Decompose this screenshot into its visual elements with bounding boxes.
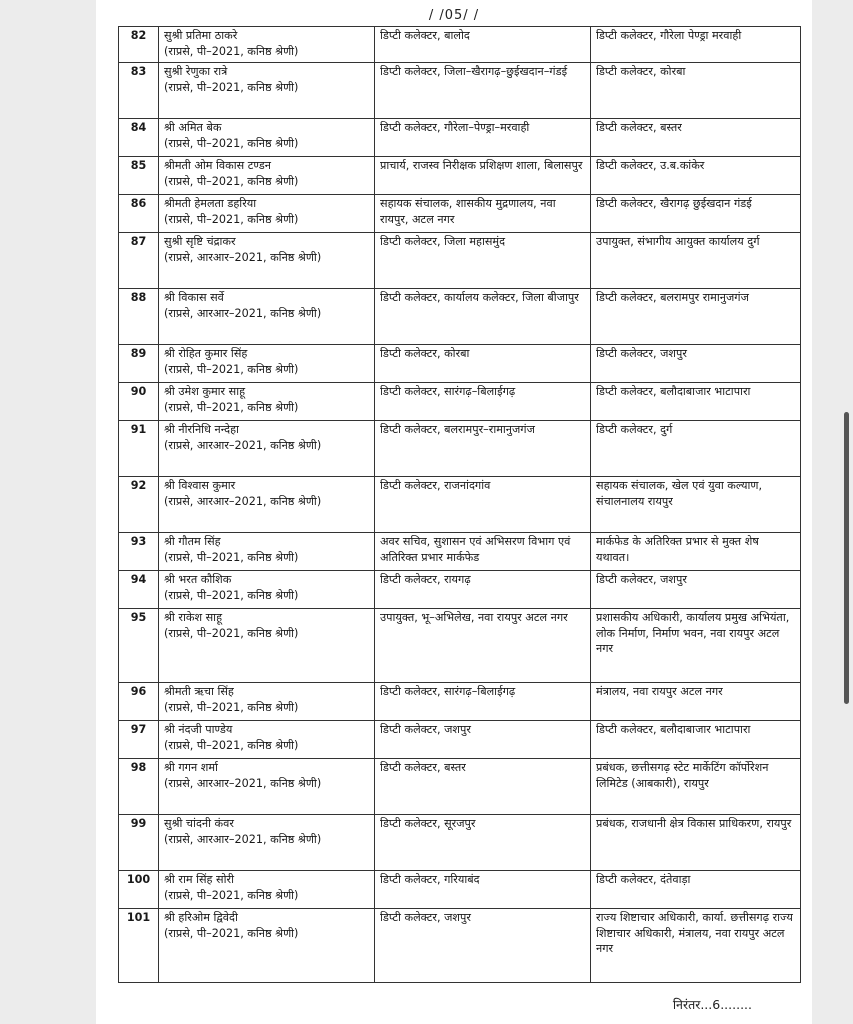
serial-number: 95 bbox=[119, 609, 159, 683]
officer-name: सुश्री चांदनी कंवर bbox=[164, 817, 234, 830]
table-row bbox=[119, 233, 801, 289]
serial-number: 101 bbox=[119, 909, 159, 983]
table-row bbox=[119, 477, 801, 533]
new-posting: डिप्टी कलेक्टर, कोरबा bbox=[591, 63, 801, 119]
serial-number: 100 bbox=[119, 871, 159, 909]
current-posting: डिप्टी कलेक्टर, बलरामपुर–रामानुजगंज bbox=[375, 421, 591, 477]
current-posting: डिप्टी कलेक्टर, सूरजपुर bbox=[375, 815, 591, 871]
serial-number: 89 bbox=[119, 345, 159, 383]
current-posting: डिप्टी कलेक्टर, सारंगढ़–बिलाईगढ़ bbox=[375, 683, 591, 721]
current-posting: उपायुक्त, भू–अभिलेख, नवा रायपुर अटल नगर bbox=[375, 609, 591, 683]
table-row bbox=[119, 383, 801, 421]
new-posting: डिप्टी कलेक्टर, दुर्ग bbox=[591, 421, 801, 477]
document-page bbox=[96, 0, 812, 1024]
table-row bbox=[119, 345, 801, 383]
serial-number: 85 bbox=[119, 157, 159, 195]
officer-service: (राप्रसे, आरआर–2021, कनिष्ठ श्रेणी) bbox=[164, 494, 322, 508]
officer-service: (राप्रसे, पी–2021, कनिष्ठ श्रेणी) bbox=[164, 174, 299, 188]
officer-service: (राप्रसे, आरआर–2021, कनिष्ठ श्रेणी) bbox=[164, 832, 322, 846]
new-posting: डिप्टी कलेक्टर, बलरामपुर रामानुजगंज bbox=[591, 289, 801, 345]
table-row bbox=[119, 721, 801, 759]
new-posting: उपायुक्त, संभागीय आयुक्त कार्यालय दुर्ग bbox=[591, 233, 801, 289]
current-posting: डिप्टी कलेक्टर, राजनांदगांव bbox=[375, 477, 591, 533]
officer-service: (राप्रसे, पी–2021, कनिष्ठ श्रेणी) bbox=[164, 362, 299, 376]
new-posting: मार्कफेड के अतिरिक्त प्रभार से मुक्त शेष यथावत। bbox=[591, 533, 801, 571]
officer-cell bbox=[159, 421, 375, 477]
current-posting: डिप्टी कलेक्टर, बालोद bbox=[375, 27, 591, 63]
officer-cell bbox=[159, 609, 375, 683]
transfer-table-body bbox=[119, 27, 801, 983]
new-posting: डिप्टी कलेक्टर, जशपुर bbox=[591, 345, 801, 383]
officer-service: (राप्रसे, पी–2021, कनिष्ठ श्रेणी) bbox=[164, 926, 299, 940]
table-row bbox=[119, 609, 801, 683]
officer-name: सुश्री प्रतिमा ठाकरे bbox=[164, 29, 238, 42]
table-row bbox=[119, 815, 801, 871]
serial-number: 92 bbox=[119, 477, 159, 533]
new-posting: डिप्टी कलेक्टर, दंतेवाड़ा bbox=[591, 871, 801, 909]
new-posting: डिप्टी कलेक्टर, बस्तर bbox=[591, 119, 801, 157]
officer-cell bbox=[159, 683, 375, 721]
table-row bbox=[119, 871, 801, 909]
officer-cell bbox=[159, 871, 375, 909]
officer-name: श्री गगन शर्मा bbox=[164, 761, 218, 774]
current-posting: अवर सचिव, सुशासन एवं अभिसरण विभाग एवं अतिरिक्त प्रभार मार्कफेड bbox=[375, 533, 591, 571]
officer-cell bbox=[159, 909, 375, 983]
continued-note: निरंतर...6........ bbox=[672, 997, 752, 1012]
officer-service: (राप्रसे, पी–2021, कनिष्ठ श्रेणी) bbox=[164, 700, 299, 714]
officer-cell bbox=[159, 571, 375, 609]
officer-cell bbox=[159, 815, 375, 871]
new-posting: प्रबंधक, राजधानी क्षेत्र विकास प्राधिकरण, रायपुर bbox=[591, 815, 801, 871]
current-posting: डिप्टी कलेक्टर, बस्तर bbox=[375, 759, 591, 815]
officer-name: श्री हरिओम द्विवेदी bbox=[164, 911, 238, 924]
officer-cell bbox=[159, 233, 375, 289]
current-posting: डिप्टी कलेक्टर, जिला महासमुंद bbox=[375, 233, 591, 289]
current-posting: प्राचार्य, राजस्व निरीक्षक प्रशिक्षण शाला, बिलासपुर bbox=[375, 157, 591, 195]
new-posting: डिप्टी कलेक्टर, गौरेला पेण्ड्रा मरवाही bbox=[591, 27, 801, 63]
officer-name: श्री रोहित कुमार सिंह bbox=[164, 347, 248, 360]
new-posting: डिप्टी कलेक्टर, उ.ब.कांकेर bbox=[591, 157, 801, 195]
table-row bbox=[119, 63, 801, 119]
current-posting: डिप्टी कलेक्टर, जशपुर bbox=[375, 721, 591, 759]
serial-number: 87 bbox=[119, 233, 159, 289]
new-posting: डिप्टी कलेक्टर, जशपुर bbox=[591, 571, 801, 609]
officer-name: श्री राम सिंह सोरी bbox=[164, 873, 234, 886]
table-row bbox=[119, 195, 801, 233]
new-posting: सहायक संचालक, खेल एवं युवा कल्याण, संचालनालय रायपुर bbox=[591, 477, 801, 533]
serial-number: 82 bbox=[119, 27, 159, 63]
current-posting: डिप्टी कलेक्टर, गौरेला–पेण्ड्रा–मरवाही bbox=[375, 119, 591, 157]
new-posting: डिप्टी कलेक्टर, बलौदाबाजार भाटापारा bbox=[591, 383, 801, 421]
table-row bbox=[119, 27, 801, 63]
officer-cell bbox=[159, 759, 375, 815]
table-row bbox=[119, 683, 801, 721]
officer-cell bbox=[159, 195, 375, 233]
current-posting: सहायक संचालक, शासकीय मुद्रणालय, नवा रायपुर, अटल नगर bbox=[375, 195, 591, 233]
officer-cell bbox=[159, 533, 375, 571]
current-posting: डिप्टी कलेक्टर, गरियाबंद bbox=[375, 871, 591, 909]
serial-number: 93 bbox=[119, 533, 159, 571]
serial-number: 84 bbox=[119, 119, 159, 157]
officer-name: श्रीमती ऋचा सिंह bbox=[164, 685, 234, 698]
officer-name: श्री विकास सर्वे bbox=[164, 291, 224, 304]
serial-number: 99 bbox=[119, 815, 159, 871]
serial-number: 90 bbox=[119, 383, 159, 421]
new-posting: डिप्टी कलेक्टर, खैरागढ़ छुईखदान गंडई bbox=[591, 195, 801, 233]
current-posting: डिप्टी कलेक्टर, जशपुर bbox=[375, 909, 591, 983]
officer-service: (राप्रसे, आरआर–2021, कनिष्ठ श्रेणी) bbox=[164, 250, 322, 264]
officer-service: (राप्रसे, पी–2021, कनिष्ठ श्रेणी) bbox=[164, 550, 299, 564]
scrollbar-track[interactable] bbox=[839, 0, 853, 1024]
officer-name: श्री गौतम सिंह bbox=[164, 535, 221, 548]
officer-name: श्री नंदजी पाण्डेय bbox=[164, 723, 233, 736]
officer-name: श्री नीरनिधि नन्देहा bbox=[164, 423, 239, 436]
officer-service: (राप्रसे, आरआर–2021, कनिष्ठ श्रेणी) bbox=[164, 438, 322, 452]
officer-service: (राप्रसे, पी–2021, कनिष्ठ श्रेणी) bbox=[164, 44, 299, 58]
new-posting: डिप्टी कलेक्टर, बलौदाबाजार भाटापारा bbox=[591, 721, 801, 759]
officer-service: (राप्रसे, पी–2021, कनिष्ठ श्रेणी) bbox=[164, 626, 299, 640]
table-row bbox=[119, 759, 801, 815]
serial-number: 96 bbox=[119, 683, 159, 721]
new-posting: प्रबंधक, छत्तीसगढ़ स्टेट मार्केटिंग कॉर्पोरेशन लिमिटेड (आबकारी), रायपुर bbox=[591, 759, 801, 815]
officer-service: (राप्रसे, पी–2021, कनिष्ठ श्रेणी) bbox=[164, 588, 299, 602]
table-row bbox=[119, 909, 801, 983]
officer-service: (राप्रसे, आरआर–2021, कनिष्ठ श्रेणी) bbox=[164, 776, 322, 790]
officer-name: श्री भरत कौशिक bbox=[164, 573, 232, 586]
officer-name: श्री अमित बेक bbox=[164, 121, 222, 134]
new-posting: राज्य शिष्टाचार अधिकारी, कार्या. छत्तीसगढ़ राज्य शिष्टाचार अधिकारी, मंत्रालय, नवा रायपुर अटल नगर bbox=[591, 909, 801, 983]
officer-service: (राप्रसे, पी–2021, कनिष्ठ श्रेणी) bbox=[164, 80, 299, 94]
table-row bbox=[119, 533, 801, 571]
officer-name: सुश्री रेणुका रात्रे bbox=[164, 65, 228, 78]
table-row bbox=[119, 157, 801, 195]
officer-service: (राप्रसे, पी–2021, कनिष्ठ श्रेणी) bbox=[164, 400, 299, 414]
officer-cell bbox=[159, 383, 375, 421]
officer-service: (राप्रसे, पी–2021, कनिष्ठ श्रेणी) bbox=[164, 888, 299, 902]
new-posting: मंत्रालय, नवा रायपुर अटल नगर bbox=[591, 683, 801, 721]
table-row bbox=[119, 571, 801, 609]
officer-cell bbox=[159, 345, 375, 383]
new-posting: प्रशासकीय अधिकारी, कार्यालय प्रमुख अभियंता, लोक निर्माण, निर्माण भवन, नवा रायपुर अटल नगर bbox=[591, 609, 801, 683]
officer-name: श्री राकेश साहू bbox=[164, 611, 223, 624]
officer-name: श्रीमती हेमलता डहरिया bbox=[164, 197, 257, 210]
officer-cell bbox=[159, 477, 375, 533]
officer-cell bbox=[159, 289, 375, 345]
officer-service: (राप्रसे, पी–2021, कनिष्ठ श्रेणी) bbox=[164, 738, 299, 752]
serial-number: 88 bbox=[119, 289, 159, 345]
table-row bbox=[119, 421, 801, 477]
current-posting: डिप्टी कलेक्टर, रायगढ़ bbox=[375, 571, 591, 609]
officer-name: श्री उमेश कुमार साहू bbox=[164, 385, 246, 398]
current-posting: डिप्टी कलेक्टर, कोरबा bbox=[375, 345, 591, 383]
scrollbar-thumb[interactable] bbox=[844, 412, 849, 704]
officer-name: श्री विश्वास कुमार bbox=[164, 479, 236, 492]
table-row bbox=[119, 119, 801, 157]
officer-service: (राप्रसे, आरआर–2021, कनिष्ठ श्रेणी) bbox=[164, 306, 322, 320]
serial-number: 94 bbox=[119, 571, 159, 609]
current-posting: डिप्टी कलेक्टर, जिला–खैरागढ़–छुईखदान–गंडई bbox=[375, 63, 591, 119]
current-posting: डिप्टी कलेक्टर, कार्यालय कलेक्टर, जिला बीजापुर bbox=[375, 289, 591, 345]
transfer-table bbox=[118, 26, 801, 983]
officer-cell bbox=[159, 63, 375, 119]
serial-number: 83 bbox=[119, 63, 159, 119]
officer-cell bbox=[159, 119, 375, 157]
officer-service: (राप्रसे, पी–2021, कनिष्ठ श्रेणी) bbox=[164, 212, 299, 226]
serial-number: 86 bbox=[119, 195, 159, 233]
page-number: / /05/ / bbox=[428, 8, 480, 23]
officer-cell bbox=[159, 27, 375, 63]
serial-number: 97 bbox=[119, 721, 159, 759]
current-posting: डिप्टी कलेक्टर, सारंगढ़–बिलाईगढ़ bbox=[375, 383, 591, 421]
serial-number: 91 bbox=[119, 421, 159, 477]
officer-name: सुश्री सृष्टि चंद्राकर bbox=[164, 235, 236, 248]
officer-service: (राप्रसे, पी–2021, कनिष्ठ श्रेणी) bbox=[164, 136, 299, 150]
serial-number: 98 bbox=[119, 759, 159, 815]
officer-name: श्रीमती ओम विकास टण्डन bbox=[164, 159, 271, 172]
table-row bbox=[119, 289, 801, 345]
officer-cell bbox=[159, 721, 375, 759]
officer-cell bbox=[159, 157, 375, 195]
